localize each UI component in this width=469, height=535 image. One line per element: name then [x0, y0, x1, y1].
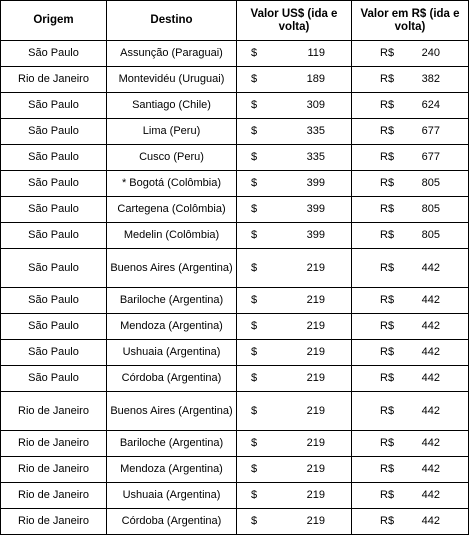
cell-destino [107, 223, 237, 249]
usd-symbol: $ [251, 203, 258, 215]
cell-origem: Rio de Janeiro [1, 509, 107, 535]
usd-symbol: $ [251, 320, 258, 332]
cell-destino [107, 197, 237, 223]
usd-value: 399 [306, 177, 325, 189]
brl-value: 442 [421, 515, 440, 527]
table-row [1, 314, 469, 340]
brl-value: 805 [421, 177, 440, 189]
cell-brl [352, 340, 469, 366]
cell-destino [107, 67, 237, 93]
table-body [1, 41, 469, 535]
usd-value: 219 [306, 346, 325, 358]
usd-value: 335 [306, 151, 325, 163]
cell-origem: São Paulo [1, 197, 107, 223]
table-row [1, 483, 469, 509]
header-destino: Destino [107, 1, 237, 41]
usd-value: 189 [306, 73, 325, 85]
cell-usd [237, 288, 352, 314]
cell-usd [237, 483, 352, 509]
destino-text: Buenos Aires (Argentina) [110, 404, 233, 417]
brl-value: 677 [421, 151, 440, 163]
table-row [1, 249, 469, 288]
cell-origem: São Paulo [1, 223, 107, 249]
table-row [1, 197, 469, 223]
cell-brl [352, 249, 469, 288]
cell-usd [237, 314, 352, 340]
cell-origem: São Paulo [1, 119, 107, 145]
brl-value: 442 [421, 261, 440, 274]
cell-usd [237, 197, 352, 223]
destino-text: Montevidéu (Uruguai) [118, 73, 225, 85]
cell-origem: Rio de Janeiro [1, 457, 107, 483]
table-row [1, 67, 469, 93]
cell-usd [237, 223, 352, 249]
cell-usd [237, 119, 352, 145]
brl-symbol: R$ [380, 73, 395, 85]
brl-value: 442 [421, 372, 440, 384]
table-row [1, 457, 469, 483]
usd-symbol: $ [251, 177, 258, 189]
cell-usd [237, 431, 352, 457]
cell-brl [352, 314, 469, 340]
cell-brl [352, 197, 469, 223]
cell-destino [107, 457, 237, 483]
cell-destino [107, 431, 237, 457]
usd-value: 399 [306, 229, 325, 241]
brl-symbol: R$ [380, 203, 395, 215]
cell-destino [107, 41, 237, 67]
cell-usd [237, 145, 352, 171]
cell-brl [352, 41, 469, 67]
cell-brl [352, 67, 469, 93]
cell-origem: Rio de Janeiro [1, 67, 107, 93]
cell-destino [107, 366, 237, 392]
cell-origem: São Paulo [1, 145, 107, 171]
usd-symbol: $ [251, 404, 258, 417]
brl-value: 442 [421, 437, 440, 449]
usd-value: 219 [306, 261, 325, 274]
brl-symbol: R$ [380, 346, 395, 358]
destino-text: Mendoza (Argentina) [120, 463, 223, 475]
brl-value: 677 [421, 125, 440, 137]
destino-text: Buenos Aires (Argentina) [110, 261, 233, 274]
brl-value: 442 [421, 463, 440, 475]
destino-text: Córdoba (Argentina) [121, 515, 222, 527]
brl-value: 442 [421, 489, 440, 501]
cell-origem: São Paulo [1, 288, 107, 314]
brl-symbol: R$ [380, 177, 395, 189]
cell-destino [107, 119, 237, 145]
cell-usd [237, 67, 352, 93]
usd-value: 335 [306, 125, 325, 137]
table-row [1, 145, 469, 171]
header-usd: Valor US$ (ida e volta) [237, 1, 352, 41]
usd-value: 219 [306, 320, 325, 332]
brl-symbol: R$ [380, 151, 395, 163]
brl-symbol: R$ [380, 489, 395, 501]
usd-symbol: $ [251, 99, 258, 111]
cell-usd [237, 366, 352, 392]
cell-brl [352, 171, 469, 197]
cell-origem: São Paulo [1, 366, 107, 392]
cell-brl [352, 366, 469, 392]
cell-destino [107, 288, 237, 314]
brl-value: 442 [421, 320, 440, 332]
cell-brl [352, 431, 469, 457]
brl-symbol: R$ [380, 515, 395, 527]
usd-value: 219 [306, 515, 325, 527]
usd-symbol: $ [251, 372, 258, 384]
usd-value: 219 [306, 294, 325, 306]
cell-origem: Rio de Janeiro [1, 392, 107, 431]
brl-value: 805 [421, 203, 440, 215]
cell-origem: São Paulo [1, 171, 107, 197]
cell-usd [237, 93, 352, 119]
destino-text: Medelin (Colômbia) [123, 229, 220, 241]
cell-usd [237, 340, 352, 366]
cell-usd [237, 249, 352, 288]
brl-symbol: R$ [380, 372, 395, 384]
usd-value: 219 [306, 463, 325, 475]
destino-text: Ushuaia (Argentina) [122, 346, 221, 358]
cell-usd [237, 41, 352, 67]
usd-symbol: $ [251, 47, 258, 59]
table-row [1, 119, 469, 145]
destino-text: Bariloche (Argentina) [119, 294, 224, 306]
usd-symbol: $ [251, 437, 258, 449]
cell-origem: São Paulo [1, 93, 107, 119]
brl-value: 442 [421, 346, 440, 358]
cell-brl [352, 223, 469, 249]
cell-destino [107, 483, 237, 509]
table-row [1, 509, 469, 535]
header-row [1, 1, 469, 41]
cell-brl [352, 93, 469, 119]
brl-value: 240 [421, 47, 440, 59]
usd-symbol: $ [251, 261, 258, 274]
table-row [1, 288, 469, 314]
table-row [1, 41, 469, 67]
destino-text: Lima (Peru) [142, 125, 201, 137]
cell-origem: São Paulo [1, 314, 107, 340]
cell-destino [107, 171, 237, 197]
brl-value: 805 [421, 229, 440, 241]
cell-destino [107, 340, 237, 366]
brl-value: 624 [421, 99, 440, 111]
usd-value: 219 [306, 489, 325, 501]
brl-symbol: R$ [380, 229, 395, 241]
cell-brl [352, 483, 469, 509]
cell-destino [107, 145, 237, 171]
table-row [1, 223, 469, 249]
brl-symbol: R$ [380, 99, 395, 111]
destino-text: Cusco (Peru) [139, 151, 204, 163]
brl-symbol: R$ [380, 437, 395, 449]
usd-value: 119 [307, 47, 325, 59]
cell-usd [237, 392, 352, 431]
usd-symbol: $ [251, 151, 258, 163]
destino-text: Santiago (Chile) [132, 99, 211, 111]
table-row [1, 431, 469, 457]
cell-brl [352, 392, 469, 431]
cell-brl [352, 145, 469, 171]
cell-usd [237, 457, 352, 483]
cell-destino [107, 249, 237, 288]
brl-symbol: R$ [380, 294, 395, 306]
usd-value: 219 [306, 372, 325, 384]
usd-value: 219 [306, 404, 325, 417]
cell-brl [352, 509, 469, 535]
usd-symbol: $ [251, 463, 258, 475]
cell-destino [107, 392, 237, 431]
usd-symbol: $ [251, 125, 258, 137]
usd-symbol: $ [251, 346, 258, 358]
table-row [1, 93, 469, 119]
destino-text: Bariloche (Argentina) [119, 437, 224, 449]
cell-usd [237, 509, 352, 535]
destino-text: Cartegena (Colômbia) [117, 203, 226, 215]
brl-value: 442 [421, 404, 440, 417]
table-row [1, 171, 469, 197]
cell-origem: São Paulo [1, 340, 107, 366]
usd-symbol: $ [251, 489, 258, 501]
usd-value: 309 [306, 99, 325, 111]
cell-brl [352, 119, 469, 145]
table-row [1, 392, 469, 431]
brl-symbol: R$ [380, 463, 395, 475]
brl-symbol: R$ [380, 125, 395, 137]
usd-value: 399 [306, 203, 325, 215]
brl-symbol: R$ [380, 404, 395, 417]
usd-value: 219 [306, 437, 325, 449]
cell-destino [107, 314, 237, 340]
table-row [1, 366, 469, 392]
cell-brl [352, 288, 469, 314]
destino-text: Mendoza (Argentina) [120, 320, 223, 332]
usd-symbol: $ [251, 515, 258, 527]
destino-text: Assunção (Paraguai) [120, 47, 223, 59]
header-brl: Valor em R$ (ida e volta) [352, 1, 469, 41]
usd-symbol: $ [251, 73, 258, 85]
brl-symbol: R$ [380, 47, 395, 59]
usd-symbol: $ [251, 229, 258, 241]
cell-destino [107, 93, 237, 119]
header-origem: Origem [1, 1, 107, 41]
cell-origem: Rio de Janeiro [1, 483, 107, 509]
destino-text: Ushuaia (Argentina) [122, 489, 221, 501]
brl-value: 442 [421, 294, 440, 306]
cell-origem: Rio de Janeiro [1, 431, 107, 457]
cell-brl [352, 457, 469, 483]
destino-text: * Bogotá (Colômbia) [121, 177, 222, 189]
cell-origem: São Paulo [1, 249, 107, 288]
brl-symbol: R$ [380, 261, 395, 274]
table-row [1, 340, 469, 366]
cell-destino [107, 509, 237, 535]
cell-origem: São Paulo [1, 41, 107, 67]
brl-symbol: R$ [380, 320, 395, 332]
usd-symbol: $ [251, 294, 258, 306]
destino-text: Córdoba (Argentina) [121, 372, 222, 384]
brl-value: 382 [421, 73, 440, 85]
cell-usd [237, 171, 352, 197]
